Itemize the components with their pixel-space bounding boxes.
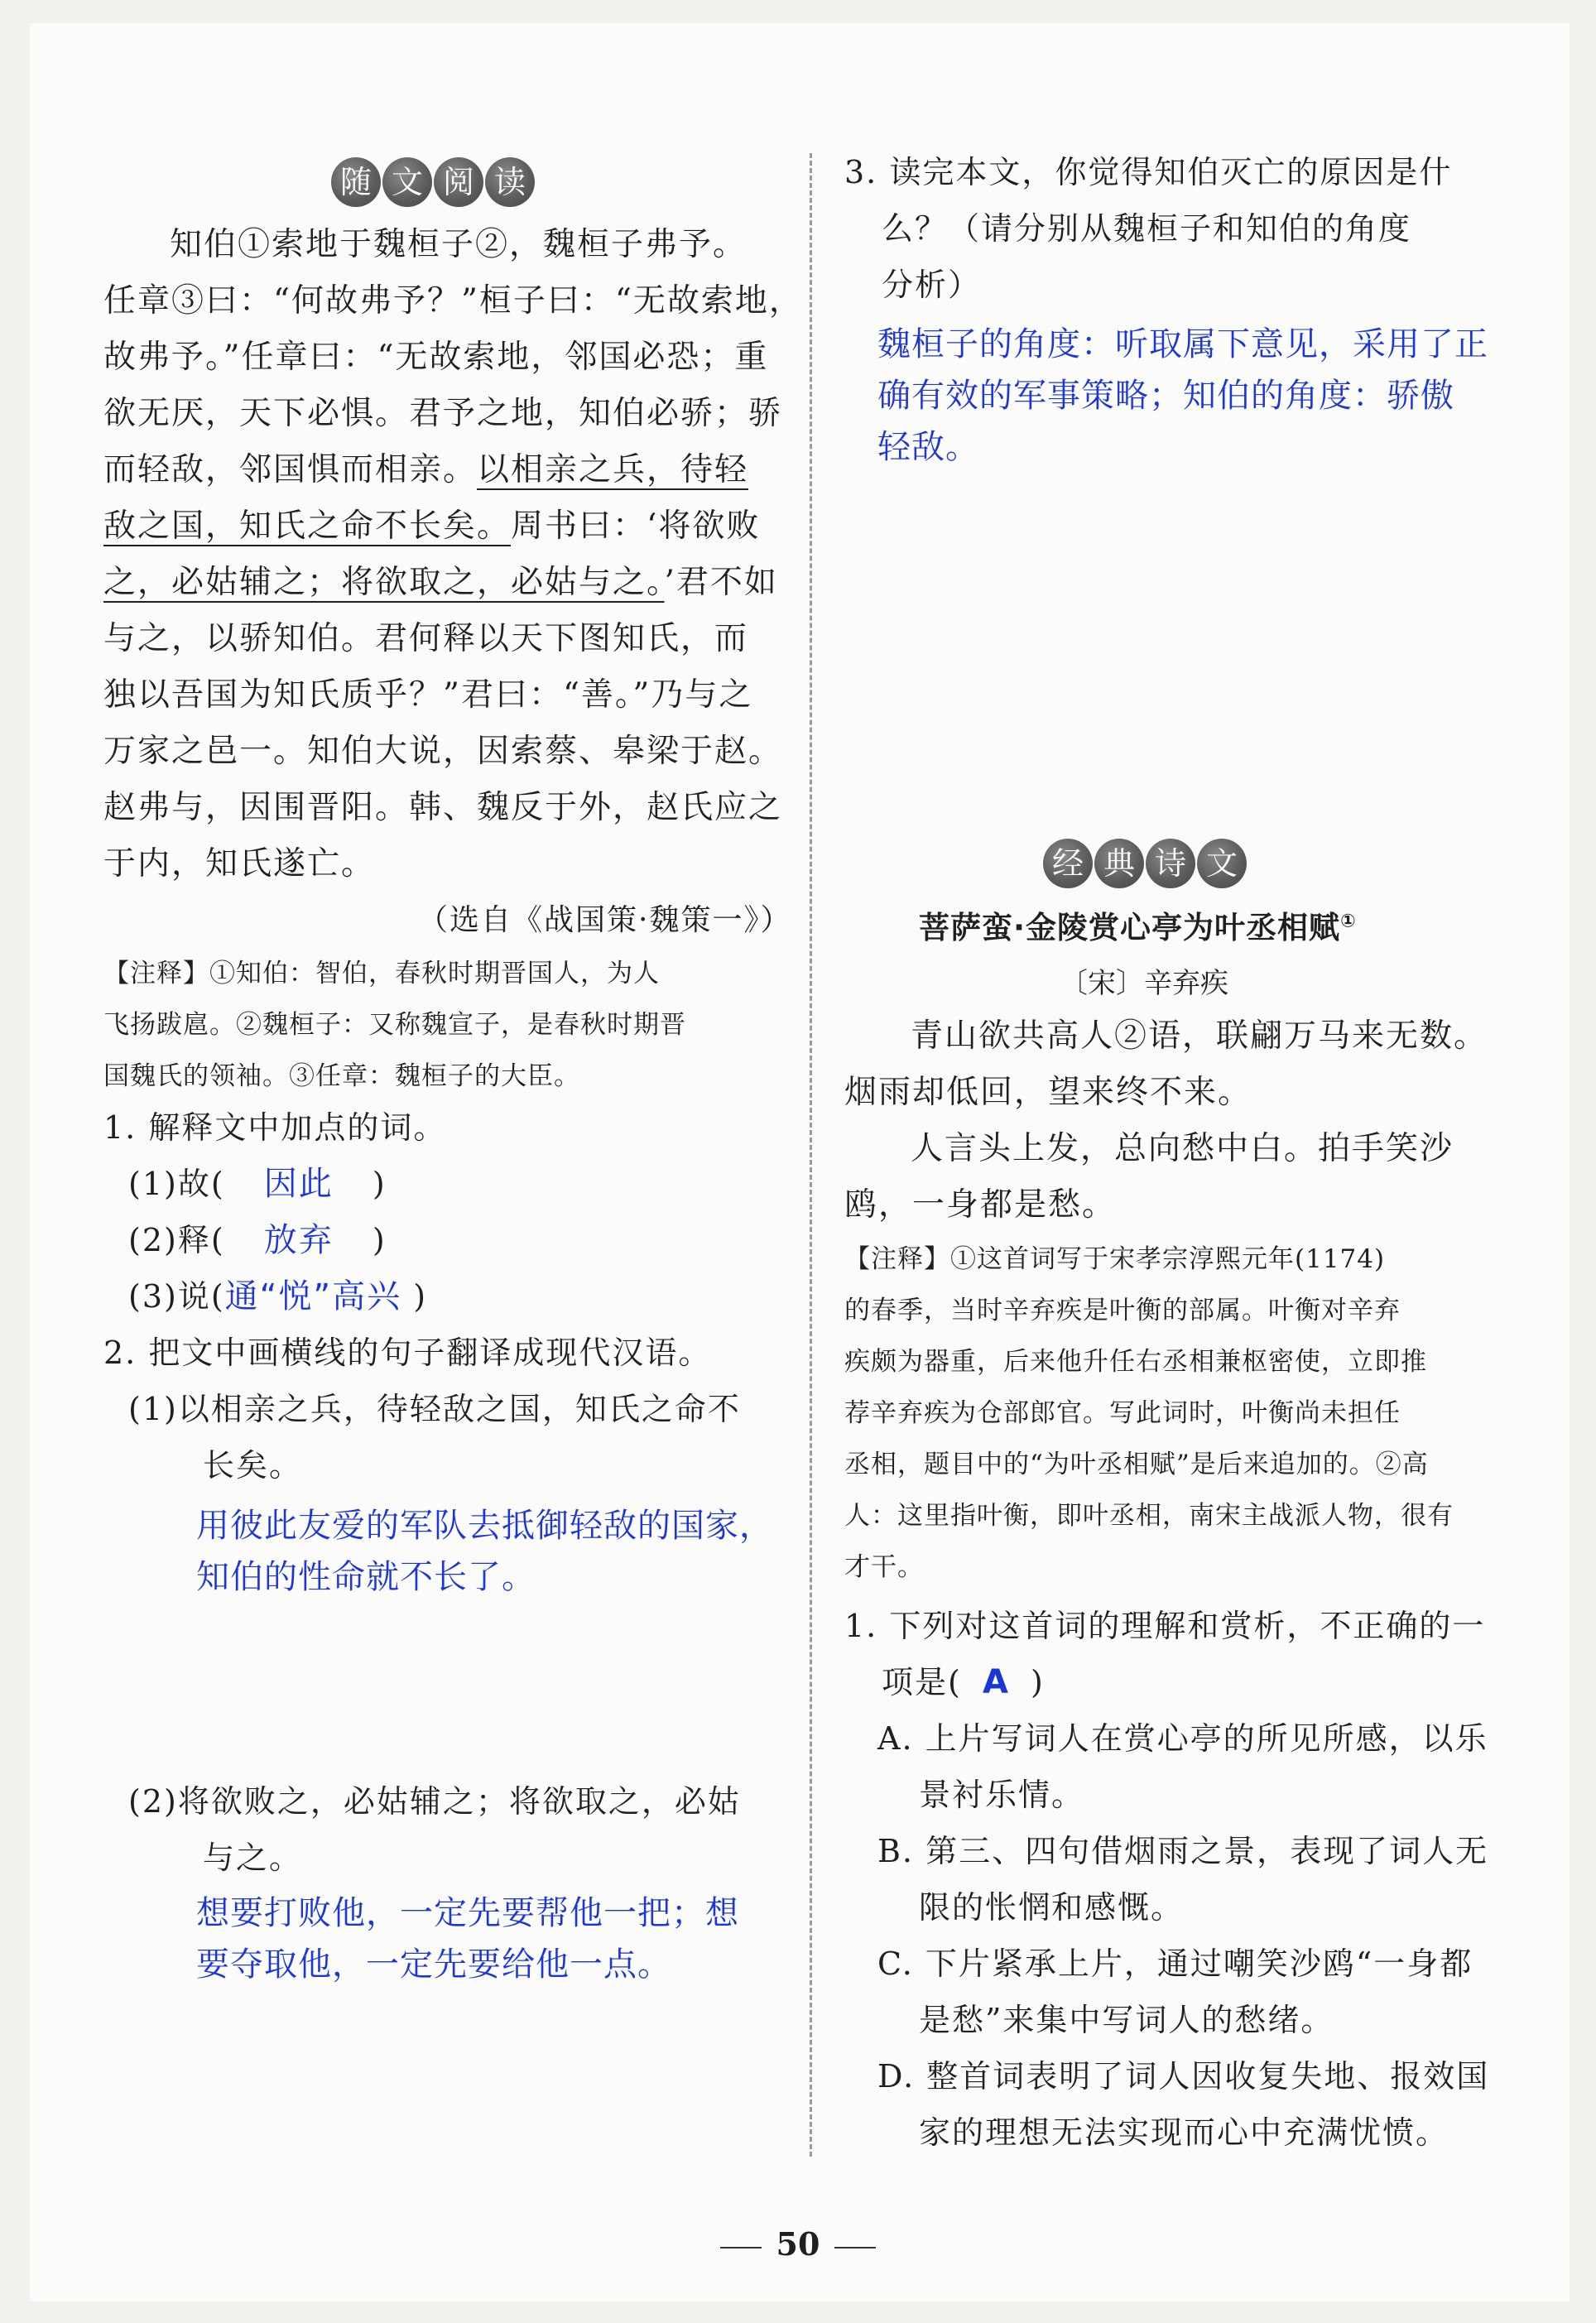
- answer-line: 轻敌。: [877, 428, 979, 466]
- option-d-cont: 家的理想无法实现而心中充满忧愤。: [919, 2114, 1449, 2151]
- passage-line: 故弗予。”任章曰：“无故索地，邻国必恐；重: [103, 339, 769, 376]
- left-notes: [103, 948, 686, 1102]
- answer-text: 放弃: [263, 1221, 334, 1259]
- passage-line: 于内，知氏遂亡。: [103, 845, 376, 883]
- passage: [103, 217, 803, 892]
- question-3: [844, 144, 1452, 313]
- vocab-item: [103, 1212, 741, 1268]
- question-prompt: 1. 解释文中加点的词。: [103, 1109, 447, 1146]
- option-c: C. 下片紧承上片，通过嘲笑沙鸥“一身都: [877, 1945, 1473, 1982]
- poem-author: 〔宋〕辛弃疾: [1060, 967, 1228, 1000]
- passage-text: ’君不如: [664, 564, 778, 601]
- answer-line: 想要打败他，一定先要帮他一把；想: [196, 1894, 739, 1932]
- poem-body: [844, 1008, 1488, 1234]
- passage-text: 周书曰：‘将欲败: [511, 507, 761, 545]
- note-line: 疾颇为器重，后来他升任右丞相兼枢密使，立即推: [844, 1347, 1427, 1377]
- badge-char: 随: [331, 157, 381, 207]
- question-line: [844, 1654, 1489, 1710]
- question-line: 1. 下列对这首词的理解和赏析，不正确的一: [844, 1608, 1486, 1644]
- underlined-sentence: 以相亲之兵，待轻: [477, 451, 749, 488]
- vocab-label: (1)故(: [128, 1166, 225, 1202]
- poem-line: 鸥，一身都是愁。: [844, 1186, 1117, 1224]
- question-prompt: 2. 把文中画横线的句子翻译成现代汉语。: [103, 1335, 712, 1371]
- page-number: [0, 2225, 1596, 2263]
- passage-line: [103, 498, 803, 555]
- passage-line: 万家之邑一。知伯大说，因索蔡、皋梁于赵。: [103, 733, 783, 770]
- answer-line: 用彼此友爱的军队去抵御轻敌的国家，: [196, 1507, 773, 1545]
- note-line: 才干。: [844, 1552, 924, 1582]
- option-d: D. 整首词表明了词人因收复失地、报效国: [877, 2058, 1490, 2095]
- passage-line: 赵弗与，因围晋阳。韩、魏反于外，赵氏应之: [103, 789, 783, 826]
- badge-char: 诗: [1146, 839, 1195, 888]
- passage-text: 而轻敌，邻国惧而相亲。: [103, 451, 478, 488]
- question-line: 分析）: [882, 267, 982, 303]
- answer-line: 魏桓子的角度：听取属下意见，采用了正: [877, 325, 1488, 363]
- mcq-question: [844, 1598, 1489, 2161]
- option-b: B. 第三、四句借烟雨之景，表现了词人无: [877, 1833, 1489, 1869]
- badge-char: 经: [1043, 839, 1093, 888]
- mcq-answer: A: [982, 1663, 1010, 1701]
- sentence-line: (1)以相亲之兵，待轻敌之国，知氏之命不: [128, 1391, 741, 1427]
- poem-title-text: 菩萨蛮·金陵赏心亭为叶丞相赋: [919, 910, 1341, 945]
- page-number-dash: [720, 2247, 762, 2248]
- answer-text: 因此: [263, 1165, 334, 1203]
- note-line: 飞扬跋扈。②魏桓子：又称魏宣子，是春秋时期晋: [103, 1010, 686, 1040]
- vocab-label: (3)说(: [128, 1278, 225, 1315]
- answer-2-1: [196, 1500, 773, 1603]
- vocab-close: ): [413, 1278, 428, 1315]
- option-c-cont: 是愁”来集中写词人的愁绪。: [919, 2002, 1334, 2038]
- note-line: 的春季，当时辛弃疾是叶衡的部属。叶衡对辛弃: [844, 1296, 1401, 1325]
- sentence-line: (2)将欲败之，必姑辅之；将欲取之，必姑: [128, 1783, 741, 1820]
- section-badge-reading: [331, 157, 535, 207]
- sentence-line: 与之。: [203, 1840, 303, 1876]
- badge-char: 文: [382, 157, 432, 207]
- question-close: ): [1031, 1664, 1045, 1700]
- sentence-2: [128, 1773, 741, 1886]
- vocab-item: [103, 1156, 741, 1212]
- badge-char: 阅: [434, 157, 483, 207]
- option-b-cont: 限的怅惘和感慨。: [919, 1889, 1185, 1926]
- answer-text: 通“悦”高兴: [224, 1277, 402, 1315]
- page-number-text: 50: [776, 2225, 820, 2263]
- page-number-dash: [834, 2247, 876, 2248]
- note-line: 【注释】①这首词写于宋孝宗淳熙元年(1174): [844, 1244, 1386, 1274]
- note-line: 【注释】①知伯：智伯，春秋时期晋国人，为人: [103, 959, 660, 988]
- poem-line: 青山欲共高人②语，联翩万马来无数。: [911, 1017, 1488, 1055]
- badge-char: 读: [485, 157, 535, 207]
- vocab-close: ): [372, 1166, 387, 1202]
- note-line: 丞相，题目中的“为叶丞相赋”是后来追加的。②高: [844, 1450, 1429, 1479]
- question-1: [103, 1099, 741, 1493]
- answer-3: [877, 319, 1488, 473]
- vocab-label: (2)释(: [128, 1222, 225, 1258]
- section-badge-classics: [1043, 839, 1247, 888]
- passage-line: 任章③曰：“何故弗予？”桓子曰：“无故索地，: [103, 282, 803, 320]
- passage-source: （选自《战国策·魏策一》）: [418, 903, 792, 937]
- passage-line: 欲无厌，天下必惧。君予之地，知伯必骄；骄: [103, 395, 783, 432]
- vocab-close: ): [372, 1222, 387, 1258]
- passage-line: [103, 555, 803, 611]
- poem-title: [919, 902, 1357, 947]
- option-a: A. 上片写词人在赏心亭的所见所感，以乐: [877, 1720, 1488, 1757]
- right-notes: [844, 1234, 1454, 1593]
- poem-line: 烟雨却低回，望来终不来。: [844, 1074, 1252, 1111]
- answer-line: 要夺取他，一定先要给他一点。: [196, 1945, 671, 1984]
- question-line: 么？（请分别从魏桓子和知伯的角度: [882, 210, 1412, 247]
- underlined-sentence: 敌之国，知氏之命不长矣。: [103, 507, 512, 545]
- note-line: 国魏氏的领袖。③任章：魏桓子的大臣。: [103, 1061, 580, 1091]
- column-divider: [810, 153, 812, 2157]
- badge-char: 文: [1197, 839, 1247, 888]
- passage-line: 知伯①索地于魏桓子②，魏桓子弗予。: [170, 226, 748, 263]
- question-text: 项是(: [882, 1664, 962, 1700]
- note-line: 荐辛弃疾为仓部郎官。写此词时，叶衡尚未担任: [844, 1398, 1401, 1428]
- sentence-line: 长矣。: [203, 1447, 303, 1484]
- answer-2-2: [196, 1888, 739, 1990]
- answer-line: 确有效的军事策略；知伯的角度：骄傲: [877, 377, 1454, 415]
- poem-line: 人言头上发，总向愁中白。拍手笑沙: [911, 1130, 1454, 1167]
- option-a-cont: 景衬乐情。: [919, 1777, 1085, 1813]
- question-line: 3. 读完本文，你觉得知伯灭亡的原因是什: [844, 154, 1453, 190]
- passage-line: 独以吾国为知氏质乎？”君曰：“善。”乃与之: [103, 676, 753, 714]
- underlined-sentence: 之，必姑辅之；将欲取之，必姑与之。: [103, 564, 665, 601]
- passage-line: [103, 442, 803, 498]
- poem-title-note: ①: [1340, 911, 1357, 932]
- badge-char: 典: [1094, 839, 1144, 888]
- note-line: 人：这里指叶衡，即叶丞相，南宋主战派人物，很有: [844, 1501, 1454, 1531]
- answer-line: 知伯的性命就不长了。: [196, 1558, 536, 1596]
- vocab-item: [103, 1268, 741, 1325]
- passage-line: 与之，以骄知伯。君何释以天下图知氏，而: [103, 620, 749, 657]
